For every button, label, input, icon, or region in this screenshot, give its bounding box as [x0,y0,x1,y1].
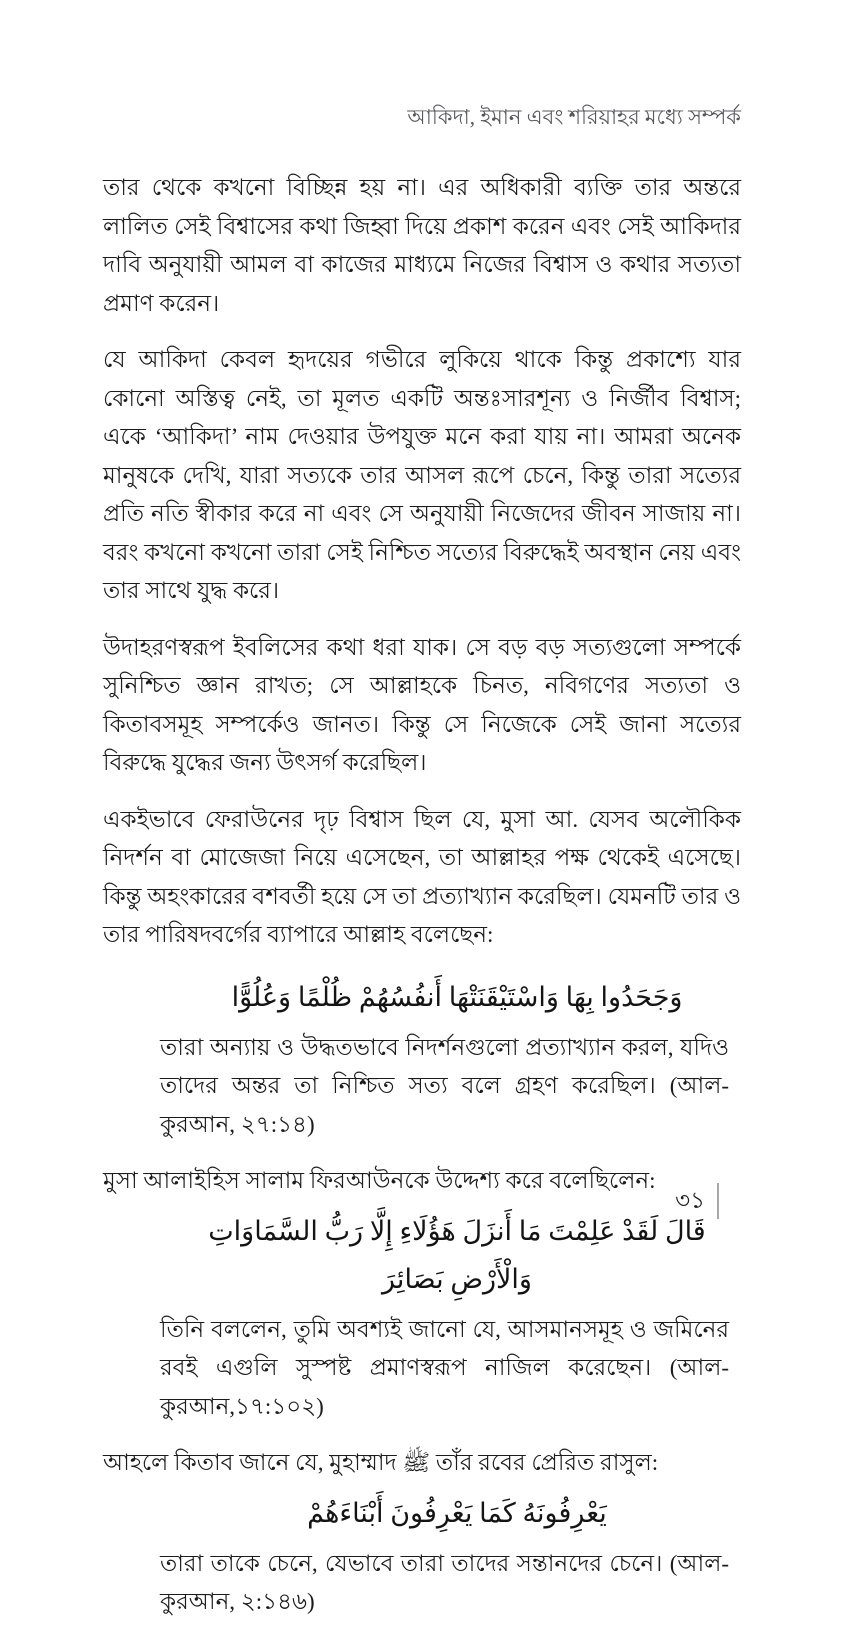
body-paragraph-3: উদাহরণস্বরূপ ইবলিসের কথা ধরা যাক। সে বড় বড় সত্যগুলো সম্পর্কে সুনিশ্চিত জ্ঞান রাখত; সে আল্লাহকে চিনত, নবিগণের সত্যতা ও কিতাবসমূহ সম্পর্কেও জানত। কিন্তু সে নিজেকে সেই জানা সত্যের বিরুদ্ধে যুদ্ধের জন্য উৎসর্গ করেছিল। [103,634,741,775]
page-content [103,103,741,1640]
body-paragraph-2: যে আকিদা কেবল হৃদয়ের গভীরে লুকিয়ে থাকে কিন্তু প্রকাশ্যে যার কোনো অস্তিত্ব নেই, তা মূলত একটি অন্তঃসারশূন্য ও নির্জীব বিশ্বাস; একে ‘আকিদা’ নাম দেওয়ার উপযুক্ত মনে করা যায় না। আমরা অনেক মানুষকে দেখি, যারা সত্যকে তার আসল রূপে চেনে, কিন্তু তারা সত্যের প্রতি নতি স্বীকার করে না এবং সে অনুযায়ী নিজেদের জীবন সাজায় না। বরং কখনো কখনো তারা সেই নিশ্চিত সত্যের বিরুদ্ধেই অবস্থান নেয় এবং তার সাথে যুদ্ধ করে। [103,347,741,603]
lead-line-musa: মুসা আলাইহিস সালাম ফিরআউনকে উদ্দেশ্য করে বলেছিলেন: [103,1168,656,1193]
page-footer [675,1183,719,1219]
arabic-verse-2: قَالَ لَقَدْ عَلِمْتَ مَا أَنزَلَ هَؤُلَاءِ إِلَّا رَبُّ السَّمَاوَاتِ وَالْأَرْضِ بَصَائِرَ [208,1215,706,1294]
page-number: ৩১ [675,1188,705,1213]
running-header: আকিদা, ইমান এবং শরিয়াহর মধ্যে সম্পর্ক [407,105,741,129]
page-number-divider [717,1183,719,1219]
body-paragraph-1: তার থেকে কখনো বিচ্ছিন্ন হয় না। এর অধিকারী ব্যক্তি তার অন্তরে লালিত সেই বিশ্বাসের কথা জিহ্বা দিয়ে প্রকাশ করেন এবং সেই আকিদার দাবি অনুযায়ী আমল বা কাজের মাধ্যমে নিজের বিশ্বাস ও কথার সত্যতা প্রমাণ করেন। [103,175,741,316]
arabic-verse-3: يَعْرِفُونَهُ كَمَا يَعْرِفُونَ أَبْنَاءَهُمْ [307,1497,607,1528]
verse-translation-3: তারা তাকে চেনে, যেভাবে তারা তাদের সন্তানদের চেনে। (আল-কুরআন, ২:১৪৬) [160,1550,729,1614]
verse-translation-1: তারা অন্যায় ও উদ্ধতভাবে নিদর্শনগুলো প্রত্যাখ্যান করল, যদিও তাদের অন্তর তা নিশ্চিত সত্য বলে গ্রহণ করেছিল। (আল-কুরআন, ২৭:১৪) [160,1034,729,1137]
lead-line-ahle-kitab: আহলে কিতাব জানে যে, মুহাম্মাদ ﷺ তাঁর রবের প্রেরিত রাসুল: [103,1450,659,1475]
verse-translation-2: তিনি বললেন, তুমি অবশ্যই জানো যে, আসমানসমূহ ও জমিনের রবই এগুলি সুস্পষ্ট প্রমাণস্বরূপ নাজিল করেছেন। (আল-কুরআন,১৭:১০২) [160,1316,729,1419]
arabic-verse-1: وَجَحَدُوا بِهَا وَاسْتَيْقَنَتْهَا أَنفُسُهُمْ ظُلْمًا وَعُلُوًّا [231,981,683,1012]
body-paragraph-4: একইভাবে ফেরাউনের দৃঢ় বিশ্বাস ছিল যে, মুসা আ. যেসব অলৌকিক নিদর্শন বা মোজেজা নিয়ে এসেছেন, তা আল্লাহর পক্ষ থেকেই এসেছে। কিন্তু অহংকারের বশবর্তী হয়ে সে তা প্রত্যাখ্যান করেছিল। যেমনটি তার ও তার পারিষদবর্গের ব্যাপারে আল্লাহ বলেছেন: [103,806,741,947]
